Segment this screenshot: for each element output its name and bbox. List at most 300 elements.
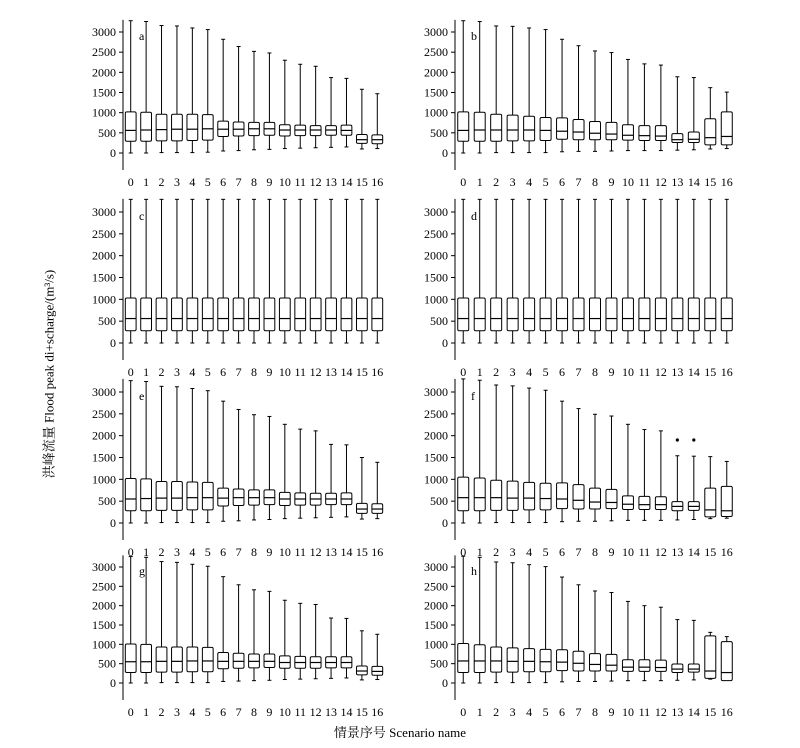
- y-tick-label: 3000: [92, 560, 116, 574]
- x-tick-label: 8: [592, 705, 598, 719]
- box-iqr: [125, 112, 136, 141]
- box-iqr: [125, 478, 136, 510]
- box-10: [279, 199, 290, 343]
- panel-g: [92, 555, 383, 719]
- x-tick-label: 9: [266, 175, 273, 189]
- y-tick-label: 1000: [424, 472, 448, 487]
- x-tick-label: 6: [220, 175, 227, 189]
- box-0: [125, 199, 136, 343]
- box-0: [125, 381, 136, 523]
- box-5: [540, 390, 551, 522]
- x-tick-label: 3: [509, 545, 516, 559]
- box-7: [573, 585, 584, 682]
- box-9: [264, 53, 275, 149]
- x-tick-label: 2: [493, 365, 500, 379]
- x-tick-label: 6: [559, 365, 566, 379]
- x-tick-label: 1: [476, 365, 483, 379]
- x-tick-label: 11: [638, 365, 651, 379]
- box-12: [310, 66, 321, 147]
- y-tick-label: 1500: [424, 618, 448, 632]
- box-16: [721, 637, 732, 681]
- box-iqr: [639, 496, 650, 509]
- box-7: [233, 199, 244, 343]
- box-15: [705, 199, 716, 343]
- box-3: [507, 26, 518, 152]
- box-10: [622, 424, 633, 520]
- box-8: [590, 51, 601, 151]
- x-tick-label: 16: [371, 705, 384, 719]
- box-iqr: [655, 298, 666, 331]
- box-11: [639, 606, 650, 681]
- x-tick-label: 0: [460, 545, 467, 559]
- box-12: [310, 199, 321, 343]
- box-9: [264, 416, 275, 519]
- x-tick-label: 6: [559, 545, 566, 559]
- x-tick-label: 13: [325, 365, 338, 379]
- x-tick-label: 13: [325, 175, 338, 189]
- x-tick-label: 9: [608, 175, 615, 189]
- x-tick-label: 9: [608, 365, 615, 379]
- box-iqr: [458, 644, 469, 673]
- box-iqr: [639, 660, 650, 672]
- box-iqr: [474, 645, 485, 673]
- x-axis-label: 情景序号 Scenario name: [333, 725, 467, 740]
- y-tick-label: 0: [442, 676, 448, 690]
- x-tick-label: 15: [704, 705, 717, 719]
- x-tick-label: 9: [608, 705, 615, 719]
- y-tick-label: 2500: [424, 406, 448, 421]
- box-7: [233, 585, 244, 681]
- box-iqr: [606, 654, 617, 671]
- x-tick-label: 11: [294, 545, 307, 559]
- x-tick-label: 11: [638, 545, 651, 559]
- x-tick-label: 14: [687, 545, 700, 559]
- box-iqr: [187, 482, 198, 510]
- x-tick-label: 5: [542, 545, 549, 559]
- box-iqr: [491, 480, 502, 510]
- x-tick-label: 13: [671, 705, 684, 719]
- box-iqr: [372, 298, 383, 331]
- x-tick-label: 8: [251, 545, 257, 559]
- box-iqr: [218, 298, 229, 331]
- y-tick-label: 1500: [92, 270, 116, 285]
- box-2: [491, 385, 502, 523]
- box-16: [372, 94, 383, 149]
- box-iqr: [688, 664, 699, 672]
- y-tick-label: 2000: [92, 65, 116, 80]
- box-iqr: [721, 298, 732, 331]
- box-12: [655, 431, 666, 521]
- box-3: [507, 563, 518, 683]
- box-10: [279, 424, 290, 518]
- box-iqr: [606, 489, 617, 508]
- box-2: [156, 26, 167, 153]
- x-tick-label: 8: [592, 365, 598, 379]
- x-tick-label: 7: [575, 705, 582, 719]
- x-tick-label: 14: [687, 175, 700, 189]
- box-iqr: [622, 125, 633, 140]
- x-tick-label: 16: [720, 175, 733, 189]
- box-iqr: [172, 114, 183, 141]
- y-tick-label: 3000: [424, 560, 448, 574]
- box-iqr: [606, 122, 617, 139]
- x-tick-label: 12: [309, 545, 322, 559]
- x-tick-label: 16: [371, 365, 384, 379]
- x-tick-label: 14: [687, 705, 700, 719]
- box-iqr: [672, 664, 683, 673]
- panel-h: [424, 555, 733, 719]
- box-iqr: [557, 298, 568, 331]
- x-tick-label: 12: [309, 175, 322, 189]
- box-8: [249, 199, 260, 343]
- box-iqr: [187, 647, 198, 672]
- x-tick-label: 1: [476, 175, 483, 189]
- box-iqr: [233, 298, 244, 331]
- box-4: [524, 199, 535, 343]
- box-12: [655, 65, 666, 151]
- box-7: [573, 409, 584, 522]
- x-tick-label: 3: [509, 175, 516, 189]
- x-tick-label: 3: [173, 545, 180, 559]
- box-5: [202, 391, 213, 523]
- box-iqr: [557, 483, 568, 509]
- box-iqr: [721, 112, 732, 145]
- box-iqr: [655, 660, 666, 671]
- box-iqr: [507, 481, 518, 510]
- y-tick-label: 3000: [92, 385, 116, 399]
- box-iqr: [310, 298, 321, 331]
- box-iqr: [141, 298, 152, 331]
- box-9: [264, 591, 275, 680]
- box-6: [218, 401, 229, 521]
- x-tick-label: 5: [204, 365, 211, 379]
- x-tick-label: 7: [575, 545, 582, 559]
- x-tick-label: 4: [189, 365, 196, 379]
- y-tick-label: 1500: [424, 270, 448, 285]
- box-16: [721, 461, 732, 518]
- x-tick-label: 15: [355, 545, 368, 559]
- y-tick-label: 0: [110, 146, 116, 160]
- x-tick-label: 3: [173, 705, 180, 719]
- box-iqr: [491, 114, 502, 141]
- x-tick-label: 13: [325, 545, 338, 559]
- x-tick-label: 16: [371, 545, 384, 559]
- x-tick-label: 14: [340, 545, 353, 559]
- box-0: [458, 21, 469, 153]
- x-tick-label: 0: [127, 365, 134, 379]
- box-15: [705, 88, 716, 149]
- box-11: [295, 603, 306, 679]
- x-tick-label: 12: [654, 175, 667, 189]
- box-iqr: [590, 298, 601, 331]
- box-iqr: [590, 122, 601, 140]
- y-tick-label: 1000: [424, 637, 448, 652]
- box-iqr: [622, 660, 633, 672]
- panel-letter: g: [139, 564, 145, 578]
- box-iqr: [218, 652, 229, 668]
- box-16: [721, 92, 732, 148]
- box-5: [540, 199, 551, 343]
- y-tick-label: 2000: [424, 65, 448, 80]
- x-tick-label: 11: [638, 705, 651, 719]
- y-tick-label: 3000: [424, 385, 448, 399]
- box-9: [606, 416, 617, 521]
- y-tick-label: 3000: [424, 25, 448, 39]
- box-16: [372, 634, 383, 679]
- y-tick-label: 500: [98, 494, 116, 509]
- box-6: [557, 577, 568, 682]
- box-12: [655, 199, 666, 343]
- x-tick-label: 4: [526, 705, 533, 719]
- x-tick-label: 0: [460, 365, 467, 379]
- box-4: [524, 28, 535, 153]
- box-6: [218, 577, 229, 682]
- box-3: [172, 199, 183, 343]
- box-14: [688, 438, 699, 519]
- x-tick-label: 10: [621, 175, 634, 189]
- y-tick-label: 500: [430, 125, 448, 140]
- box-iqr: [557, 650, 568, 671]
- box-16: [372, 462, 383, 518]
- x-tick-label: 0: [460, 175, 467, 189]
- panel-b: [424, 20, 733, 189]
- box-iqr: [202, 482, 213, 510]
- box-7: [573, 199, 584, 343]
- box-iqr: [573, 298, 584, 331]
- y-tick-label: 2000: [424, 598, 448, 613]
- box-iqr: [557, 118, 568, 139]
- box-14: [341, 78, 352, 147]
- box-iqr: [524, 116, 535, 141]
- x-tick-label: 2: [158, 545, 165, 559]
- x-tick-label: 13: [671, 175, 684, 189]
- x-tick-label: 8: [251, 705, 257, 719]
- x-tick-label: 3: [173, 175, 180, 189]
- x-tick-label: 5: [542, 705, 549, 719]
- box-0: [458, 556, 469, 683]
- panel-c: [92, 199, 383, 379]
- box-iqr: [356, 298, 367, 331]
- box-iqr: [590, 488, 601, 509]
- panel-letter: e: [139, 389, 145, 403]
- x-tick-label: 7: [235, 175, 242, 189]
- y-tick-label: 2500: [92, 579, 116, 594]
- y-tick-label: 3000: [92, 25, 116, 39]
- y-tick-label: 500: [98, 656, 116, 671]
- box-10: [622, 199, 633, 343]
- box-11: [639, 199, 650, 343]
- x-tick-label: 6: [220, 365, 227, 379]
- x-tick-label: 1: [143, 175, 150, 189]
- box-14: [688, 620, 699, 680]
- box-iqr: [341, 298, 352, 331]
- box-iqr: [491, 298, 502, 331]
- box-iqr: [655, 497, 666, 510]
- outlier-point: [676, 438, 679, 441]
- x-tick-label: 15: [355, 175, 368, 189]
- box-7: [233, 409, 244, 520]
- x-tick-label: 10: [621, 365, 634, 379]
- box-iqr: [172, 482, 183, 511]
- box-iqr: [688, 132, 699, 142]
- box-2: [491, 562, 502, 683]
- box-1: [474, 380, 485, 523]
- x-tick-label: 16: [720, 545, 733, 559]
- box-13: [326, 618, 337, 678]
- x-tick-label: 6: [220, 705, 227, 719]
- x-tick-label: 10: [278, 175, 291, 189]
- x-tick-label: 12: [654, 545, 667, 559]
- x-tick-label: 15: [355, 365, 368, 379]
- box-11: [295, 199, 306, 343]
- x-tick-label: 10: [278, 705, 291, 719]
- box-4: [187, 199, 198, 343]
- x-tick-label: 9: [266, 545, 273, 559]
- y-tick-label: 0: [442, 336, 448, 350]
- box-12: [655, 607, 666, 680]
- box-8: [249, 415, 260, 520]
- box-iqr: [540, 118, 551, 141]
- x-tick-label: 2: [158, 175, 165, 189]
- x-tick-label: 8: [251, 175, 257, 189]
- y-tick-label: 1000: [92, 292, 116, 307]
- box-9: [606, 593, 617, 682]
- box-14: [341, 199, 352, 343]
- x-tick-label: 10: [278, 545, 291, 559]
- box-iqr: [310, 126, 321, 136]
- box-12: [310, 431, 321, 518]
- box-8: [590, 591, 601, 681]
- box-iqr: [141, 479, 152, 511]
- box-iqr: [125, 644, 136, 673]
- x-tick-label: 0: [127, 175, 134, 189]
- x-tick-label: 5: [204, 545, 211, 559]
- x-tick-label: 15: [704, 545, 717, 559]
- box-11: [639, 430, 650, 521]
- x-tick-label: 11: [294, 175, 307, 189]
- box-iqr: [264, 298, 275, 331]
- box-16: [721, 199, 732, 343]
- box-13: [326, 78, 337, 148]
- box-15: [705, 632, 716, 679]
- box-4: [524, 388, 535, 522]
- box-13: [672, 620, 683, 681]
- box-6: [557, 39, 568, 152]
- box-3: [172, 562, 183, 682]
- x-tick-label: 1: [476, 705, 483, 719]
- y-tick-label: 500: [98, 314, 116, 329]
- box-iqr: [639, 126, 650, 141]
- y-tick-label: 500: [430, 656, 448, 671]
- box-13: [326, 444, 337, 517]
- y-tick-label: 1000: [92, 637, 116, 652]
- x-tick-label: 3: [509, 365, 516, 379]
- x-tick-label: 2: [493, 175, 500, 189]
- y-tick-label: 0: [110, 676, 116, 690]
- x-tick-label: 13: [671, 365, 684, 379]
- box-2: [491, 199, 502, 343]
- y-tick-label: 2000: [92, 428, 116, 443]
- box-iqr: [458, 477, 469, 511]
- box-15: [356, 89, 367, 149]
- box-iqr: [156, 114, 167, 141]
- box-iqr: [507, 298, 518, 331]
- box-iqr: [141, 112, 152, 141]
- x-tick-label: 5: [204, 705, 211, 719]
- box-6: [557, 199, 568, 343]
- x-tick-label: 10: [278, 365, 291, 379]
- y-tick-label: 2000: [92, 248, 116, 263]
- x-tick-label: 14: [340, 705, 353, 719]
- x-tick-label: 0: [127, 545, 134, 559]
- box-iqr: [507, 648, 518, 672]
- y-tick-label: 3000: [92, 205, 116, 219]
- box-iqr: [672, 298, 683, 331]
- box-iqr: [721, 642, 732, 681]
- box-iqr: [326, 298, 337, 331]
- box-3: [172, 387, 183, 523]
- box-7: [233, 47, 244, 151]
- x-tick-label: 1: [143, 545, 150, 559]
- box-11: [639, 64, 650, 151]
- box-10: [279, 600, 290, 679]
- box-9: [606, 53, 617, 151]
- x-tick-label: 16: [720, 365, 733, 379]
- x-tick-label: 4: [189, 545, 196, 559]
- box-iqr: [202, 115, 213, 140]
- x-tick-label: 4: [526, 365, 533, 379]
- x-tick-label: 11: [294, 705, 307, 719]
- box-iqr: [356, 503, 367, 513]
- box-4: [187, 28, 198, 153]
- x-tick-label: 1: [476, 545, 483, 559]
- box-9: [606, 199, 617, 343]
- y-tick-label: 1500: [424, 85, 448, 100]
- box-iqr: [187, 298, 198, 331]
- box-13: [672, 199, 683, 343]
- x-tick-label: 8: [251, 365, 257, 379]
- x-tick-label: 12: [309, 365, 322, 379]
- x-tick-label: 15: [355, 705, 368, 719]
- box-iqr: [156, 647, 167, 672]
- box-iqr: [507, 115, 518, 141]
- box-iqr: [524, 649, 535, 672]
- y-tick-label: 2500: [424, 579, 448, 594]
- box-iqr: [573, 120, 584, 140]
- box-8: [590, 199, 601, 343]
- box-iqr: [573, 485, 584, 509]
- y-tick-label: 2500: [92, 406, 116, 421]
- box-4: [187, 389, 198, 523]
- x-tick-label: 14: [340, 175, 353, 189]
- box-0: [125, 557, 136, 683]
- box-iqr: [172, 298, 183, 331]
- y-tick-label: 2500: [424, 45, 448, 60]
- panel-letter: h: [471, 564, 477, 578]
- box-2: [156, 199, 167, 343]
- x-tick-label: 12: [654, 705, 667, 719]
- y-tick-label: 0: [110, 336, 116, 350]
- x-tick-label: 4: [526, 545, 533, 559]
- x-tick-label: 7: [575, 365, 582, 379]
- x-tick-label: 3: [173, 365, 180, 379]
- y-tick-label: 1500: [92, 618, 116, 632]
- y-tick-label: 1000: [92, 105, 116, 120]
- x-tick-label: 6: [559, 705, 566, 719]
- box-16: [372, 199, 383, 343]
- box-iqr: [705, 488, 716, 517]
- y-tick-label: 2500: [424, 226, 448, 241]
